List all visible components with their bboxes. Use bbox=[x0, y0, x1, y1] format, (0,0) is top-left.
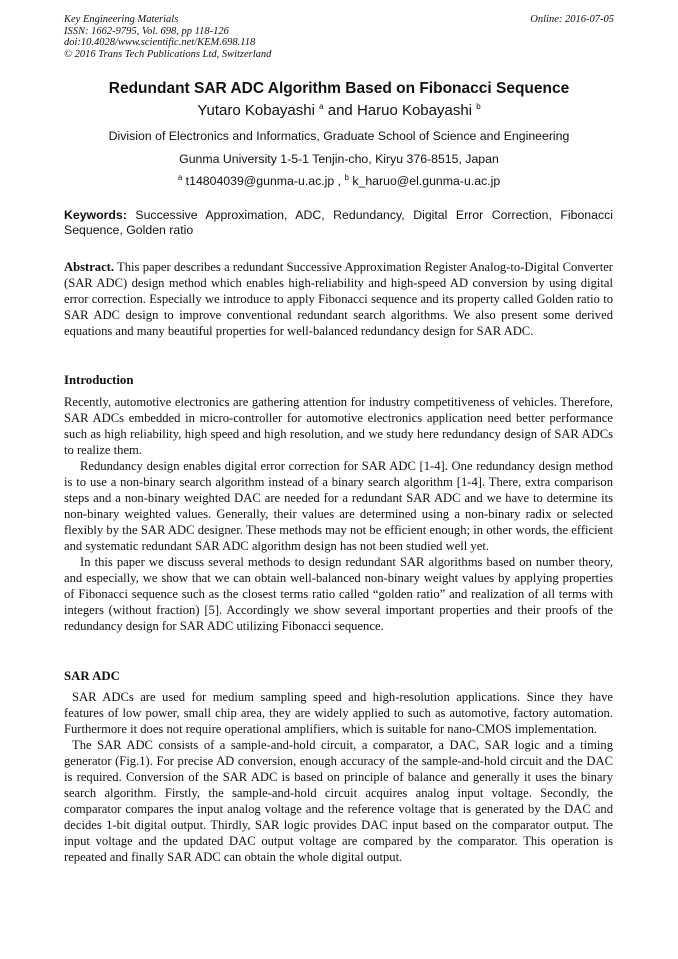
abstract bbox=[64, 259, 613, 339]
author-2-mark: b bbox=[476, 102, 481, 111]
keywords-text: Successive Approximation, ADC, Redundancy, Digital Error Correction, Fibonacci Sequence, Golden ratio bbox=[64, 208, 613, 237]
keywords-label: Keywords: bbox=[64, 208, 127, 222]
paper-title: Redundant SAR ADC Algorithm Based on Fibonacci Sequence bbox=[108, 80, 570, 97]
author-1-mark: a bbox=[319, 102, 324, 111]
authors bbox=[0, 102, 678, 119]
introduction-body bbox=[64, 394, 613, 634]
keywords bbox=[64, 208, 613, 238]
journal-header bbox=[64, 14, 271, 60]
affiliation-line-1: Division of Electronics and Informatics, Graduate School of Science and Engineering bbox=[108, 129, 570, 143]
heading-sar-adc: SAR ADC bbox=[64, 669, 120, 683]
intro-paragraph: Redundancy design enables digital error correction for SAR ADC [1-4]. One redundancy design method is to use a non-binary search algorithm instead of a binary search algorithm [1-4]. There, extra comparison steps and a non-binary weighted DAC are needed for a redundant SAR ADC and we have to determine its non-binary weighted values. Generally, their values are determined using a non-binary radix or selected flexibly by the SAR ADC designer. These methods may not be efficient enough; in other words, the efficient and systematic redundant SAR ADC algorithm design has not been studied well yet. bbox=[64, 459, 613, 553]
journal-name: Key Engineering Materials bbox=[64, 14, 179, 25]
abstract-text: This paper describes a redundant Successive Approximation Register Analog-to-Digital Converter (SAR ADC) design method which enables high-reliability and high-speed AD conversion by using digital error correction. Especially we introduce to apply Fibonacci sequence and its property called Golden ratio to SAR ADC design to improve conventional redundant search algorithms. We also present some derived equations and many beautiful properties for well-balanced redundancy design for SAR ADC. bbox=[64, 260, 613, 338]
heading-introduction: Introduction bbox=[64, 373, 134, 387]
emails bbox=[0, 173, 678, 188]
intro-paragraph: Recently, automotive electronics are gathering attention for industry competitiveness of vehicles. Therefore, SAR ADCs embedded in micro-controller for automotive electronics application need better performance such as high reliability, high speed and high resolution, and we study here redundancy design of SAR ADCs to realize them. bbox=[64, 395, 613, 457]
email-1[interactable]: t14804039@gunma-u.ac.jp , bbox=[182, 174, 345, 189]
sar-paragraph: The SAR ADC consists of a sample-and-hold circuit, a comparator, a DAC, SAR logic and a timing generator (Fig.1). For precise AD conversion, enough accuracy of the sample-and-hold circuit and the DAC is required. Conversion of the SAR ADC is based on principle of balance and generally it uses the binary search algorithm. Firstly, the sample-and-hold circuit acquires analog input voltage. Secondly, the comparator compares the input analog voltage and the reference voltage that is generated by the DAC and decides 1-bit digital output. Thirdly, SAR logic provides DAC input based on the comparator output. The input voltage and the updated DAC output voltage are compared by the comparator. This operation is repeated and finally SAR ADC can obtain the whole digital output. bbox=[64, 738, 613, 864]
sar-adc-body bbox=[64, 689, 613, 865]
email-2-mark: b bbox=[344, 173, 349, 182]
abstract-label: Abstract. bbox=[64, 260, 115, 274]
email-2[interactable]: k_haruo@el.gunma-u.ac.jp bbox=[348, 174, 501, 189]
author-1: Yutaro Kobayashi bbox=[197, 102, 315, 119]
email-1-mark: a bbox=[177, 173, 183, 182]
copyright: © 2016 Trans Tech Publications Ltd, Switzerland bbox=[64, 48, 272, 60]
issn: ISSN: 1662-9795, Vol. 698, pp 118-126 bbox=[64, 25, 229, 37]
affiliation-line-2: Gunma University 1-5-1 Tenjin-cho, Kiryu 376-8515, Japan bbox=[179, 152, 499, 166]
intro-paragraph: In this paper we discuss several methods to design redundant SAR algorithms based on number theory, and especially, we show that we can obtain well-balanced non-binary weight values by applying properties of Fibonacci sequence such as the closest terms ratio called “golden ratio” and realization of all terms with integers (without fraction) [5]. Accordingly we show several important properties and their proofs of the redundancy design for SAR ADC utilizing Fibonacci sequence. bbox=[64, 555, 613, 633]
doi[interactable]: doi:10.4028/www.scientific.net/KEM.698.118 bbox=[64, 37, 256, 48]
online-date: Online: 2016-07-05 bbox=[530, 14, 614, 25]
author-2: Haruo Kobayashi bbox=[356, 102, 473, 119]
sar-paragraph: SAR ADCs are used for medium sampling speed and high-resolution applications. Since they have features of low power, small chip area, they are widely applied to such as automotive, factory automation. Furthermore it does not require operational amplifiers, which is suitable for nano-CMOS implementation. bbox=[64, 690, 613, 736]
and-text: and bbox=[323, 102, 357, 119]
